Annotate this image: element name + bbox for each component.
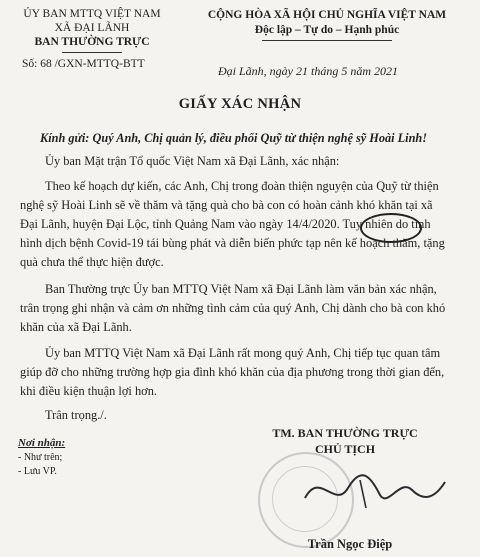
nation-motto: Độc lập – Tự do – Hạnh phúc [254,24,400,36]
handwritten-circle-mark [360,213,422,243]
body-p2-line4: hình dịch bệnh Covid-19 tái bùng phát và diễn biến phức tạp nên kế hoạch thăm, tặng [20,236,445,250]
issuer-line3: BAN THƯỜNG TRỰC [34,36,150,48]
body-p3-line3: khăn của xã Đại Lãnh. [20,320,132,334]
signature-title: TM. BAN THƯỜNG TRỰC [272,426,418,440]
handwritten-signature [300,460,450,520]
body-p3-line2: trân trọng ghi nhận và cảm ơn những tình cảm của quý Anh, Chị dành cho bà con khó [20,301,446,315]
issuer-line2: XÃ ĐẠI LÃNH [54,22,130,34]
issuer-line1: ỦY BAN MTTQ VIỆT NAM [23,8,161,20]
document-title: GIẤY XÁC NHẬN [178,96,302,112]
recipients-label: Nơi nhận: [18,437,66,449]
signature-position: CHỦ TỊCH [314,442,376,456]
issuer-underline [62,52,122,53]
document-number: Số: 68 /GXN-MTTQ-BTT [22,58,145,70]
recipients-item-2: - Lưu VP. [18,466,57,477]
recipients-item-1: - Như trên; [18,452,63,463]
body-p4-line3: khi điều kiện thuận lợi hơn. [20,384,157,398]
body-p2-line1: Theo kế hoạch dự kiến, các Anh, Chị trong đoàn thiện nguyện của Quỹ từ thiện [45,179,439,193]
signer-name: Trần Ngọc Điệp [307,537,393,551]
nation-title: CỘNG HÒA XÃ HỘI CHỦ NGHĨA VIỆT NAM [207,9,447,21]
body-p4-line1: Ủy ban MTTQ Việt Nam xã Đại Lãnh rất mong quý Anh, Chị tiếp tục quan tâm [45,346,441,360]
recipient-line: Kính gửi: Quý Anh, Chị quản lý, điều phối Quỹ từ thiện nghệ sỹ Hoài Linh! [40,131,428,145]
document-date: Đại Lãnh, ngày 21 tháng 5 năm 2021 [218,64,398,78]
body-intro: Ủy ban Mặt trận Tổ quốc Việt Nam xã Đại Lãnh, xác nhận: [45,154,340,168]
body-p4-line2: giúp đỡ cho những trường hợp gia đình khó khăn của địa phương trong thời gian đến, [20,365,445,379]
body-p3-line1: Ban Thường trực Ủy ban MTTQ Việt Nam xã Đại Lãnh làm văn bản xác nhận, [45,282,437,296]
motto-underline [262,40,392,41]
body-p2-line2: nghệ sỹ Hoài Linh sẽ về thăm và tặng quà cho bà con có hoàn cảnh khó khăn tại xã [20,198,433,212]
body-p2-line5: quà chưa thể thực hiện được. [20,255,164,269]
body-p2-line3: Đại Lãnh, huyện Đại Lộc, tỉnh Quảng Nam vào ngày 14/4/2020. Tuy nhiên do tình [20,217,431,231]
closing-line: Trân trọng./. [45,408,107,422]
